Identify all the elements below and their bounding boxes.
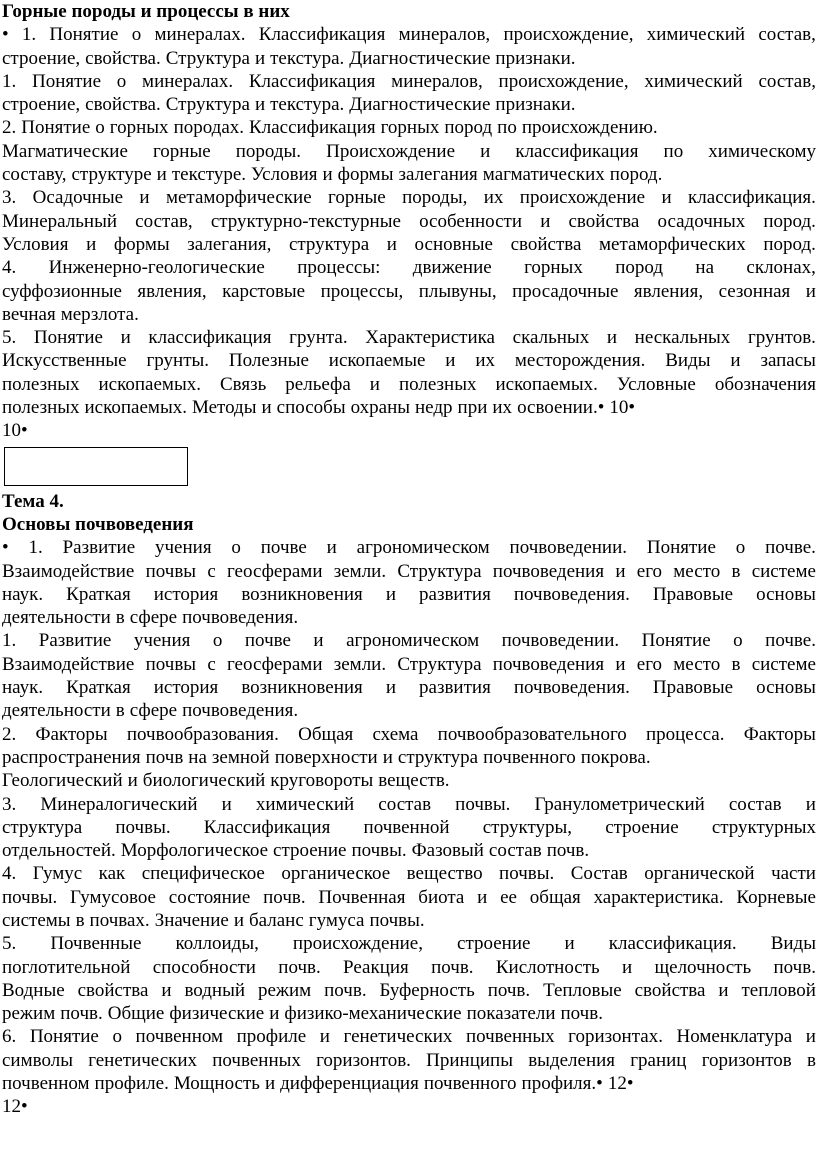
section-body (2, 536, 816, 1118)
text-line: наук. Краткая история возникновения и развития почвоведения. Правовые основы (2, 677, 816, 699)
section-body (2, 23, 816, 442)
text-line: 5. Почвенные коллоиды, происхождение, строение и классификация. Виды (2, 933, 816, 955)
text-line: 10• (2, 420, 28, 442)
text-line: 2. Понятие о горных породах. Классификация горных пород по происхождению. (2, 117, 658, 139)
text-line: 1. Развитие учения о почве и агрономическом почвоведении. Понятие о почве. (2, 630, 816, 652)
text-line: Минеральный состав, структурно-текстурные особенности и свойства осадочных пород. (2, 210, 816, 232)
section-title-text: Горные породы и процессы в них (2, 1, 290, 22)
text-line: 4. Инженерно-геологические процессы: движение горных пород на склонах, (2, 257, 816, 279)
empty-box (4, 447, 188, 486)
text-line: структура почвы. Классификация почвенной структуры, строение структурных (2, 816, 816, 838)
text-line: 6. Понятие о почвенном профиле и генетических почвенных горизонтах. Номенклатура и (2, 1026, 816, 1048)
text-line: составу, структуре и текстуре. Условия и формы залегания магматических пород. (2, 164, 663, 186)
text-line: наук. Краткая история возникновения и развития почвоведения. Правовые основы (2, 583, 816, 605)
text-line: 12• (2, 1096, 28, 1118)
text-line: • 1. Понятие о минералах. Классификация минералов, происхождение, химический состав, (2, 24, 816, 46)
text-line: системы в почвах. Значение и баланс гумуса почвы. (2, 909, 425, 931)
text-line: почвы. Гумусовое состояние почв. Почвенная биота и ее общая характеристика. Корневые (2, 886, 816, 908)
text-line: суффозионные явления, карстовые процессы, плывуны, просадочные явления, сезонная и (2, 280, 816, 302)
theme-label (2, 490, 816, 513)
text-line: строение, свойства. Структура и текстура. Диагностические признаки. (2, 47, 576, 69)
text-line: 1. Понятие о минералах. Классификация минералов, происхождение, химический состав, (2, 70, 816, 92)
text-line: полезных ископаемых. Связь рельефа и полезных ископаемых. Условные обозначения (2, 373, 816, 395)
text-line: распространения почв на земной поверхности и структура почвенного покрова. (2, 746, 651, 768)
text-line: Искусственные грунты. Полезные ископаемые и их месторождения. Виды и запасы (2, 350, 816, 372)
text-line: Магматические горные породы. Происхождение и классификация по химическому (2, 140, 816, 162)
text-line: 2. Факторы почвообразования. Общая схема почвообразовательного процесса. Факторы (2, 723, 816, 745)
text-line: Водные свойства и водный режим почв. Буферность почв. Тепловые свойства и тепловой (2, 979, 816, 1001)
text-line: деятельности в сфере почвоведения. (2, 700, 299, 722)
text-line: 4. Гумус как специфическое органическое вещество почвы. Состав органической части (2, 863, 816, 885)
text-line: 3. Осадочные и метаморфические горные породы, их происхождение и классификация. (2, 187, 816, 209)
text-line: полезных ископаемых. Методы и способы охраны недр при их освоении.• 10• (2, 397, 636, 419)
text-line: Геологический и биологический круговороты веществ. (2, 770, 450, 792)
text-line: символы генетических почвенных горизонтов. Принципы выделения границ горизонтов в (2, 1049, 816, 1071)
text-line: вечная мерзлота. (2, 303, 139, 325)
text-line: • 1. Развитие учения о почве и агрономическом почвоведении. Понятие о почве. (2, 537, 816, 559)
text-line: почвенном профиле. Мощность и дифференциация почвенного профиля.• 12• (2, 1073, 634, 1095)
section-title (2, 0, 816, 23)
text-line: 5. Понятие и классификация грунта. Характеристика скальных и нескальных грунтов. (2, 327, 816, 349)
text-line: Взаимодействие почвы с геосферами земли. Структура почвоведения и его место в системе (2, 560, 816, 582)
text-line: поглотительной способности почв. Реакция почв. Кислотность и щелочность почв. (2, 956, 816, 978)
text-line: Взаимодействие почвы с геосферами земли. Структура почвоведения и его место в системе (2, 653, 816, 675)
theme-label-text: Тема 4. (2, 490, 64, 512)
text-line: режим почв. Общие физические и физико-механические показатели почв. (2, 1003, 603, 1025)
text-line: 3. Минералогический и химический состав почвы. Гранулометрический состав и (2, 793, 816, 815)
text-line: строение, свойства. Структура и текстура. Диагностические признаки. (2, 94, 576, 116)
section-title (2, 513, 816, 536)
text-line: деятельности в сфере почвоведения. (2, 607, 299, 629)
text-line: отдельностей. Морфологическое строение почвы. Фазовый состав почв. (2, 840, 590, 862)
section-title-text: Основы почвоведения (2, 513, 194, 535)
text-line: Условия и формы залегания, структура и основные свойства метаморфических пород. (2, 233, 816, 255)
